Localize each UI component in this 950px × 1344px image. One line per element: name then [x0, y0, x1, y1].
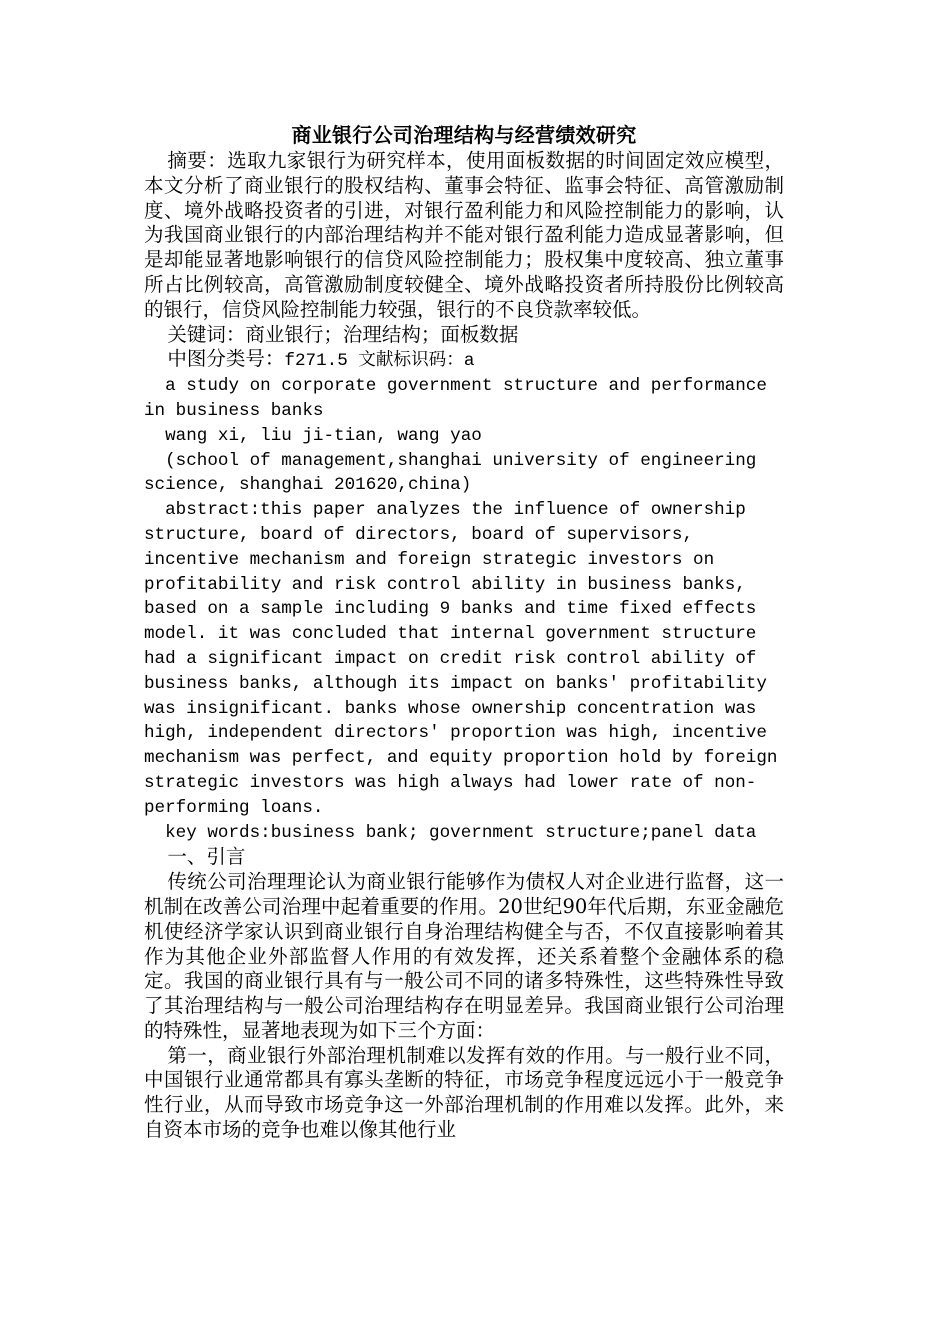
- english-affiliation: (school of management,shanghai university of engineering science, shanghai 201620,china): [144, 450, 757, 496]
- body-paragraph: 第一，商业银行外部治理机制难以发挥有效的作用。与一般行业不同，中国银行业通常都具有寡头垄断的特征，市场竞争程度远远小于一般竞争性行业，从而导致市场竞争这一外部治理机制的作用难以发挥。此外，来自资本市场的竞争也难以像其他行业: [144, 1043, 784, 1142]
- english-title: a study on corporate government structure and performance in business banks: [144, 376, 767, 421]
- document-page: [144, 121, 784, 1143]
- english-authors: wang xi, liu ji-tian, wang yao: [165, 425, 482, 446]
- keywords-en: key words:business bank; government structure;panel data: [165, 822, 757, 843]
- classification-code: f271.5 文献标识码：a: [284, 351, 475, 372]
- paper-title: 商业银行公司治理结构与经营绩效研究: [291, 123, 637, 147]
- classification-label: 中图分类号：: [167, 347, 285, 371]
- section-heading-introduction: 一、引言: [167, 845, 246, 869]
- abstract-en: abstract:this paper analyzes the influence of ownership structure, board of directors, board of supervisors, incentive mechanism and foreign strategic investors on profitability and risk control ability in business banks, based on a sample including 9 banks and time fixed effects model. it was concluded that internal government structure had a significant impact on credit risk control ability of business banks, although its impact on banks′ profitability was insignificant. banks whose ownership concentration was high, independent directors′ proportion was high, incentive mechanism was perfect, and equity proportion hold by foreign strategic investors was high always had lower rate of non-performing loans.: [144, 500, 778, 818]
- keywords-cn: 关键词：商业银行；治理结构；面板数据: [167, 322, 519, 346]
- classification-line: [144, 347, 784, 374]
- abstract-cn: 摘要：选取九家银行为研究样本，使用面板数据的时间固定效应模型，本文分析了商业银行的股权结构、董事会特征、监事会特征、高管激励制度、境外战略投资者的引进，对银行盈利能力和风险控制能力的影响，认为我国商业银行的内部治理结构并不能对银行盈利能力造成显著影响，但是却能显著地影响银行的信贷风险控制能力；股权集中度较高、独立董事所占比例较高，高管激励制度较健全、境外战略投资者所持股份比例较高的银行，信贷风险控制能力较强，银行的不良贷款率较低。: [144, 149, 784, 321]
- body-paragraph: 传统公司治理理论认为商业银行能够作为债权人对企业进行监督，这一机制在改善公司治理中起着重要的作用。20世纪90年代后期，东亚金融危机使经济学家认识到商业银行自身治理结构健全与否，不仅直接影响着其作为其他企业外部监督人作用的有效发挥，还关系着整个金融体系的稳定。我国的商业银行具有与一般公司不同的诸多特殊性，这些特殊性导致了其治理结构与一般公司治理结构存在明显差异。我国商业银行公司治理的特殊性，显著地表现为如下三个方面：: [144, 870, 784, 1042]
